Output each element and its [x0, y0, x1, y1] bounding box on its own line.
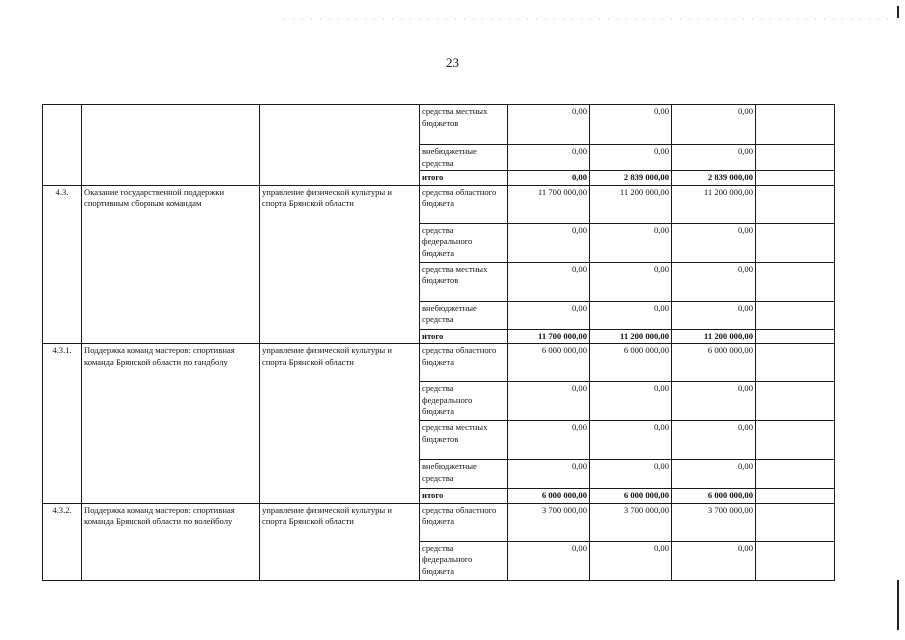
amount-cell: 2 839 000,00	[672, 171, 756, 186]
table-row	[43, 503, 835, 541]
funding-source: средства местных бюджетов	[420, 421, 508, 460]
funding-source: итого	[420, 329, 508, 344]
amount-cell: 0,00	[508, 223, 590, 262]
funding-source: средства местных бюджетов	[420, 262, 508, 301]
amount-cell: 11 200 000,00	[672, 329, 756, 344]
amount-cell: 6 000 000,00	[672, 344, 756, 382]
scan-noise	[280, 16, 900, 22]
empty-cell	[756, 344, 835, 382]
funding-source: средства областного бюджета	[420, 344, 508, 382]
amount-cell: 11 700 000,00	[508, 185, 590, 223]
amount-cell: 0,00	[508, 421, 590, 460]
amount-cell: 3 700 000,00	[508, 503, 590, 541]
amount-cell: 3 700 000,00	[672, 503, 756, 541]
empty-cell	[756, 329, 835, 344]
amount-cell: 2 839 000,00	[590, 171, 672, 186]
amount-cell: 0,00	[672, 223, 756, 262]
amount-cell: 0,00	[672, 262, 756, 301]
empty-cell	[756, 105, 835, 145]
empty-cell	[756, 541, 835, 580]
amount-cell: 0,00	[508, 460, 590, 489]
item-executor: управление физической культуры и спорта Брянской области	[260, 503, 420, 580]
item-name: Поддержка команд мастеров: спортивная команда Брянской области по гандболу	[82, 344, 260, 504]
amount-cell: 0,00	[590, 382, 672, 421]
empty-cell	[756, 460, 835, 489]
funding-source: средства областного бюджета	[420, 503, 508, 541]
amount-cell: 6 000 000,00	[672, 489, 756, 504]
empty-cell	[756, 301, 835, 329]
empty-cell	[756, 171, 835, 186]
empty-cell	[756, 503, 835, 541]
item-name: Оказание государственной поддержки спортивным сборным командам	[82, 185, 260, 344]
empty-cell	[756, 421, 835, 460]
amount-cell: 0,00	[508, 541, 590, 580]
amount-cell: 0,00	[590, 421, 672, 460]
amount-cell: 0,00	[508, 171, 590, 186]
table-row	[43, 185, 835, 223]
amount-cell: 0,00	[672, 421, 756, 460]
funding-source: средства федерального бюджета	[420, 541, 508, 580]
amount-cell: 0,00	[508, 301, 590, 329]
amount-cell: 0,00	[508, 382, 590, 421]
funding-source: средства федерального бюджета	[420, 382, 508, 421]
amount-cell: 0,00	[672, 301, 756, 329]
amount-cell: 0,00	[508, 105, 590, 145]
amount-cell: 0,00	[508, 145, 590, 171]
item-name: Поддержка команд мастеров: спортивная команда Брянской области по волейболу	[82, 503, 260, 580]
amount-cell: 11 200 000,00	[590, 329, 672, 344]
item-number: 4.3.	[43, 185, 82, 344]
funding-source: средства областного бюджета	[420, 185, 508, 223]
item-number	[43, 105, 82, 186]
item-name	[82, 105, 260, 186]
funding-source: средства федерального бюджета	[420, 223, 508, 262]
item-executor	[260, 105, 420, 186]
amount-cell: 0,00	[672, 145, 756, 171]
amount-cell: 0,00	[672, 382, 756, 421]
empty-cell	[756, 262, 835, 301]
funding-source: итого	[420, 171, 508, 186]
funding-source: внебюджетные средства	[420, 301, 508, 329]
empty-cell	[756, 223, 835, 262]
item-number: 4.3.1.	[43, 344, 82, 504]
amount-cell: 6 000 000,00	[590, 489, 672, 504]
page-number: 23	[446, 55, 459, 70]
amount-cell: 0,00	[590, 223, 672, 262]
table-row	[43, 105, 835, 145]
amount-cell: 0,00	[590, 541, 672, 580]
item-executor: управление физической культуры и спорта Брянской области	[260, 185, 420, 344]
funding-source: итого	[420, 489, 508, 504]
amount-cell: 0,00	[590, 460, 672, 489]
budget-table	[42, 104, 835, 581]
amount-cell: 0,00	[590, 145, 672, 171]
funding-source: внебюджетные средства	[420, 460, 508, 489]
amount-cell: 0,00	[672, 105, 756, 145]
amount-cell: 6 000 000,00	[590, 344, 672, 382]
empty-cell	[756, 489, 835, 504]
table-row	[43, 344, 835, 382]
amount-cell: 6 000 000,00	[508, 344, 590, 382]
amount-cell: 11 200 000,00	[590, 185, 672, 223]
funding-source: средства местных бюджетов	[420, 105, 508, 145]
amount-cell: 0,00	[672, 460, 756, 489]
amount-cell: 6 000 000,00	[508, 489, 590, 504]
amount-cell: 3 700 000,00	[590, 503, 672, 541]
scan-edge-mark	[897, 6, 899, 18]
amount-cell: 0,00	[590, 262, 672, 301]
item-executor: управление физической культуры и спорта Брянской области	[260, 344, 420, 504]
amount-cell: 11 700 000,00	[508, 329, 590, 344]
item-number: 4.3.2.	[43, 503, 82, 580]
empty-cell	[756, 145, 835, 171]
amount-cell: 0,00	[590, 105, 672, 145]
amount-cell: 11 200 000,00	[672, 185, 756, 223]
amount-cell: 0,00	[508, 262, 590, 301]
empty-cell	[756, 382, 835, 421]
funding-source: внебюджетные средства	[420, 145, 508, 171]
scan-edge-mark	[897, 580, 899, 630]
amount-cell: 0,00	[672, 541, 756, 580]
amount-cell: 0,00	[590, 301, 672, 329]
empty-cell	[756, 185, 835, 223]
